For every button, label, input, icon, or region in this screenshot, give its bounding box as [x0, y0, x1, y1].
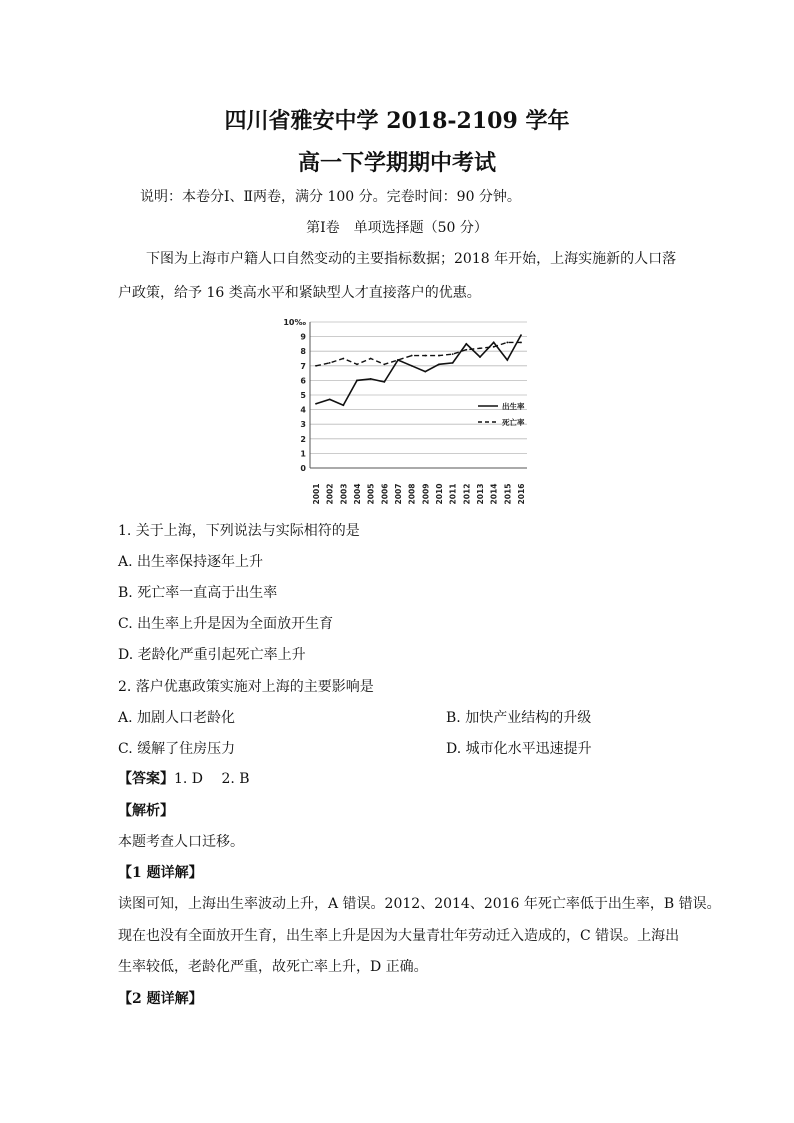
data-point [452, 353, 454, 355]
data-point [465, 349, 467, 351]
question-1-option-c: C. 出生率上升是因为全面放开生育 [118, 616, 334, 632]
data-point [479, 356, 481, 358]
instructions: 说明：本卷分Ⅰ、Ⅱ两卷，满分 100 分。完卷时间：90 分钟。 [140, 189, 521, 205]
q1-detail-line-2: 现在也没有全面放开生育，出生率上升是因为大量青壮年劳动迁入造成的，C 错误。上海出 [118, 928, 680, 944]
legend-label: 死亡率 [502, 418, 525, 427]
y-tick-label: 10‰ [283, 318, 306, 327]
q1-detail-line-1: 读图可知，上海出生率波动上升，A 错误。2012、2014、2016 年死亡率低于出生率，B 错误。 [118, 896, 721, 912]
answer-label: 【答案】 [118, 771, 174, 787]
data-point [506, 359, 508, 361]
page-title: 四川省雅安中学 2018-2109 学年 [224, 108, 570, 134]
y-tick-label: 1 [300, 449, 306, 459]
question-1-option-d: D. 老龄化严重引起死亡率上升 [118, 647, 306, 663]
x-tick-label: 2006 [380, 483, 390, 504]
y-tick-label: 2 [300, 434, 306, 444]
data-point [315, 403, 317, 405]
data-point [424, 355, 426, 357]
question-2-option-c: C. 缓解了住房压力 [118, 741, 236, 757]
data-point [411, 355, 413, 357]
data-point [424, 371, 426, 373]
y-tick-label: 4 [300, 405, 306, 415]
x-tick-label: 2015 [503, 483, 513, 504]
data-point [370, 378, 372, 380]
x-tick-label: 2014 [489, 483, 499, 504]
x-tick-label: 2013 [476, 483, 485, 504]
q2-detail-label: 【2 题详解】 [118, 991, 203, 1007]
data-point [452, 362, 454, 364]
x-tick-label: 2009 [421, 483, 431, 504]
data-point [342, 358, 344, 360]
data-point [342, 404, 344, 406]
data-point [315, 365, 317, 367]
data-point [506, 342, 508, 344]
data-point [493, 342, 495, 344]
page-subtitle: 高一下学期期中考试 [297, 150, 496, 176]
question-1-option-b: B. 死亡率一直高于出生率 [118, 585, 278, 601]
data-point [383, 381, 385, 383]
data-point [411, 365, 413, 367]
y-tick-label: 6 [300, 376, 306, 386]
section-title: 第Ⅰ卷 单项选择题（50 分） [306, 220, 488, 236]
x-tick-label: 2011 [448, 483, 458, 504]
data-point [520, 342, 522, 344]
y-tick-label: 8 [300, 347, 306, 357]
data-point [438, 355, 440, 357]
question-1-option-a: A. 出生率保持逐年上升 [118, 554, 264, 570]
x-tick-label: 2012 [462, 483, 472, 504]
y-tick-label: 3 [300, 420, 306, 430]
y-tick-label: 0 [300, 464, 306, 473]
x-tick-label: 2016 [517, 483, 526, 504]
y-tick-label: 7 [300, 361, 306, 371]
data-point [438, 363, 440, 365]
x-tick-label: 2010 [435, 483, 444, 504]
q1-detail-label: 【1 题详解】 [118, 865, 203, 881]
x-tick-label: 2001 [312, 483, 321, 504]
passage-line-2: 户政策，给予 16 类高水平和紧缺型人才直接落户的优惠。 [118, 285, 481, 301]
data-point [383, 363, 385, 365]
data-point [397, 359, 399, 361]
x-tick-label: 2002 [325, 483, 335, 504]
data-point [356, 380, 358, 382]
answer-row [118, 768, 250, 788]
data-point [479, 347, 481, 349]
y-tick-label: 9 [300, 332, 306, 342]
question-1-stem: 1. 关于上海，下列说法与实际相符的是 [118, 523, 360, 539]
data-point [465, 343, 467, 345]
question-2-option-d: D. 城市化水平迅速提升 [446, 741, 592, 757]
x-tick-label: 2003 [339, 483, 349, 504]
x-tick-label: 2007 [394, 483, 403, 504]
data-point [329, 398, 331, 400]
answer-text: 1. D 2. B [174, 771, 250, 787]
question-2-option-a: A. 加剧人口老龄化 [118, 710, 236, 726]
legend-label: 出生率 [502, 402, 525, 411]
analysis-intro: 本题考查人口迁移。 [118, 834, 244, 850]
data-point [370, 358, 372, 360]
analysis-label: 【解析】 [118, 803, 174, 819]
passage-line-1: 下图为上海市户籍人口自然变动的主要指标数据；2018 年开始，上海实施新的人口落 [146, 251, 677, 267]
data-point [493, 346, 495, 348]
question-2-option-b: B. 加快产业结构的升级 [446, 710, 592, 726]
data-point [356, 363, 358, 365]
x-tick-label: 2005 [366, 483, 376, 504]
y-tick-label: 5 [300, 391, 306, 400]
data-point [329, 362, 331, 364]
x-tick-label: 2008 [407, 483, 417, 504]
q1-detail-line-3: 生率较低，老龄化严重，故死亡率上升，D 正确。 [118, 959, 428, 975]
population-chart [282, 312, 538, 504]
data-point [520, 334, 522, 336]
x-tick-label: 2004 [353, 483, 362, 504]
question-2-stem: 2. 落户优惠政策实施对上海的主要影响是 [118, 679, 374, 695]
